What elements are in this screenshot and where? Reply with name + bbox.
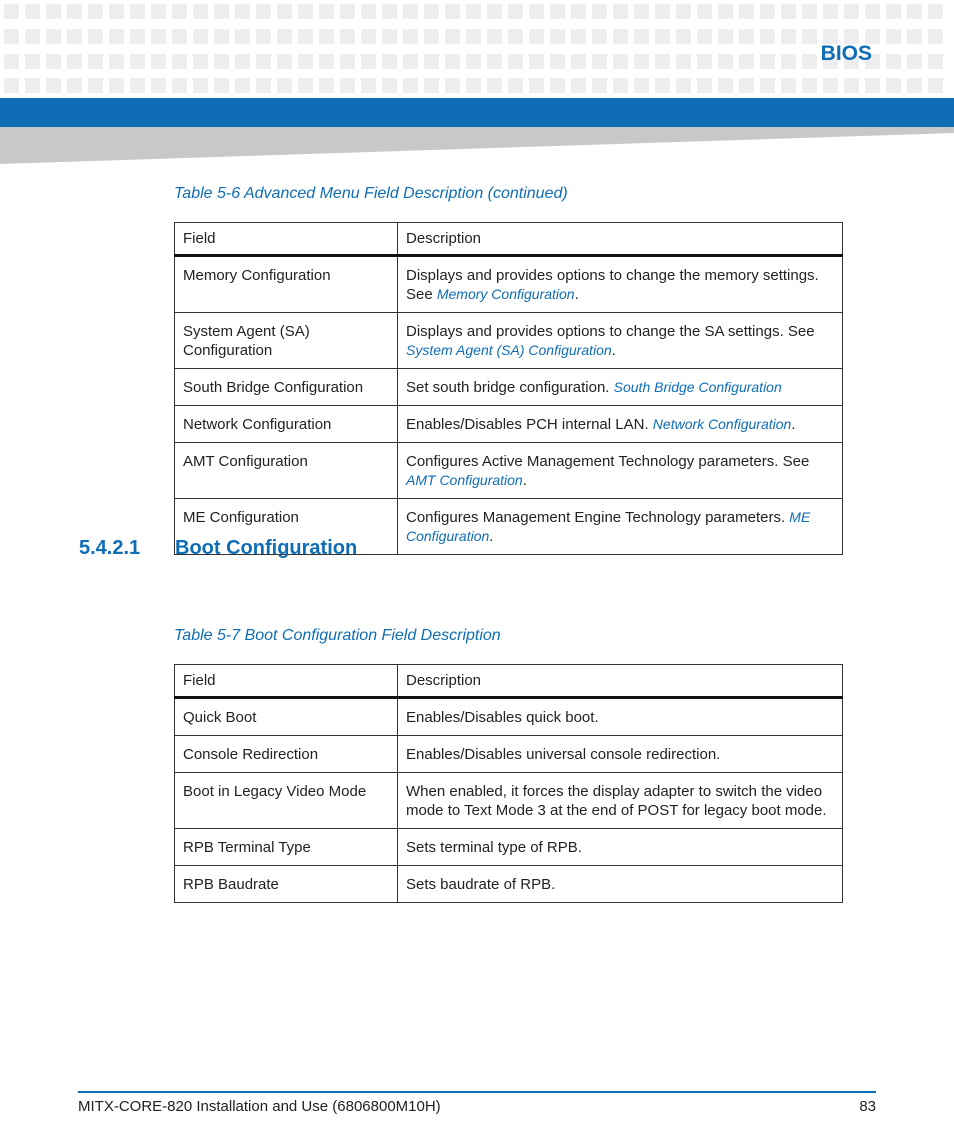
pattern-square [844,78,859,93]
pattern-square [151,54,166,69]
pattern-square [319,54,334,69]
description-cell [398,256,843,313]
pattern-square [151,29,166,44]
pattern-square [403,78,418,93]
pattern-square [697,54,712,69]
pattern-square [928,78,943,93]
boot-configuration-table [174,664,843,903]
pattern-square [676,54,691,69]
pattern-square [67,54,82,69]
pattern-square [781,4,796,19]
pattern-square [571,29,586,44]
pattern-square [361,78,376,93]
pattern-square [130,78,145,93]
pattern-square [907,54,922,69]
pattern-square [256,29,271,44]
pattern-square [235,54,250,69]
pattern-square [340,78,355,93]
pattern-square [592,29,607,44]
pattern-square [760,78,775,93]
table-row [175,313,843,369]
pattern-square [403,54,418,69]
cross-reference-link[interactable]: Memory Configuration [436,286,575,302]
pattern-square [172,54,187,69]
pattern-square [655,4,670,19]
pattern-square [550,54,565,69]
pattern-square [697,78,712,93]
pattern-square [571,54,586,69]
description-tail: . [489,528,494,545]
pattern-square [130,4,145,19]
field-cell: AMT Configuration [175,443,398,499]
pattern-square [214,29,229,44]
field-cell: System Agent (SA) Configuration [175,313,398,369]
header-description: Description [398,223,843,256]
table1-caption: Table 5-6 Advanced Menu Field Description (continued) [174,185,568,202]
pattern-square [655,78,670,93]
table-row [175,406,843,443]
table-row [175,773,843,829]
cross-reference-link[interactable]: ME Configuration [406,509,811,544]
pattern-square [466,54,481,69]
description-text: Displays and provides options to change the SA settings. See [406,323,815,340]
description-cell [398,369,843,406]
pattern-square [109,78,124,93]
pattern-square [466,4,481,19]
pattern-square [319,78,334,93]
table-header-row [175,223,843,256]
cross-reference-link[interactable]: System Agent (SA) Configuration [406,342,612,358]
pattern-square [382,54,397,69]
pattern-square [865,4,880,19]
description-text: Configures Active Management Technology parameters. See [406,453,810,470]
description-text: Configures Management Engine Technology parameters. [406,509,790,526]
pattern-square [46,4,61,19]
pattern-square [193,78,208,93]
description-cell: Sets terminal type of RPB. [398,829,843,866]
pattern-square [529,78,544,93]
table-header-row [175,665,843,698]
pattern-square [88,4,103,19]
pattern-square [823,4,838,19]
pattern-row [4,78,943,93]
pattern-square [529,29,544,44]
pattern-square [613,4,628,19]
pattern-square [508,54,523,69]
field-cell: Quick Boot [175,698,398,736]
pattern-square [613,78,628,93]
pattern-square [886,29,901,44]
pattern-square [886,4,901,19]
pattern-square [907,78,922,93]
description-text: Displays and provides options to change the memory settings. See [406,267,819,303]
pattern-square [403,29,418,44]
pattern-square [760,29,775,44]
pattern-square [172,29,187,44]
pattern-square [403,4,418,19]
pattern-square [592,78,607,93]
pattern-square [613,54,628,69]
pattern-square [277,4,292,19]
pattern-square [4,4,19,19]
pattern-square [634,4,649,19]
pattern-square [319,4,334,19]
pattern-square [235,78,250,93]
table-row [175,256,843,313]
pattern-square [298,78,313,93]
description-cell [398,443,843,499]
pattern-square [718,29,733,44]
pattern-square [109,4,124,19]
pattern-square [823,78,838,93]
pattern-square [214,54,229,69]
pattern-square [655,54,670,69]
pattern-square [88,78,103,93]
pattern-square [46,29,61,44]
description-cell [398,499,843,555]
pattern-square [256,78,271,93]
pattern-square [760,4,775,19]
pattern-square [25,29,40,44]
footer-doc-title: MITX-CORE-820 Installation and Use (6806800M10H) [78,1098,441,1115]
pattern-square [298,29,313,44]
table-row [175,829,843,866]
pattern-square [382,4,397,19]
field-cell: RPB Baudrate [175,866,398,903]
pattern-square [466,29,481,44]
pattern-square [193,29,208,44]
table2-caption: Table 5-7 Boot Configuration Field Description [174,627,501,644]
table-row [175,369,843,406]
pattern-square [844,4,859,19]
pattern-row [4,54,943,69]
pattern-square [739,4,754,19]
pattern-square [697,29,712,44]
description-tail: . [522,472,527,489]
pattern-square [67,78,82,93]
pattern-square [298,54,313,69]
pattern-square [718,4,733,19]
table-row [175,866,843,903]
pattern-square [382,78,397,93]
pattern-square [256,4,271,19]
pattern-square [802,78,817,93]
pattern-square [214,78,229,93]
pattern-square [508,4,523,19]
description-text: Enables/Disables PCH internal LAN. [406,416,653,433]
pattern-square [529,4,544,19]
header-grey-swoosh [0,127,954,164]
pattern-square [802,54,817,69]
description-tail: . [791,416,796,433]
header-pattern [0,0,954,98]
pattern-square [781,29,796,44]
pattern-square [655,29,670,44]
pattern-square [739,78,754,93]
pattern-square [487,29,502,44]
pattern-square [46,78,61,93]
pattern-square [151,78,166,93]
field-cell: South Bridge Configuration [175,369,398,406]
section-number: 5.4.2.1 [79,537,141,559]
pattern-square [487,54,502,69]
pattern-square [550,4,565,19]
pattern-square [886,78,901,93]
pattern-square [4,29,19,44]
pattern-square [277,54,292,69]
pattern-square [886,54,901,69]
field-cell: Boot in Legacy Video Mode [175,773,398,829]
description-cell [398,313,843,369]
pattern-square [109,54,124,69]
pattern-square [193,54,208,69]
pattern-square [928,4,943,19]
pattern-square [340,29,355,44]
pattern-square [928,29,943,44]
pattern-square [424,4,439,19]
description-tail: . [611,342,616,359]
pattern-square [25,78,40,93]
pattern-square [907,4,922,19]
pattern-square [487,78,502,93]
pattern-square [361,54,376,69]
pattern-square [928,54,943,69]
pattern-square [361,29,376,44]
header-field: Field [175,223,398,256]
advanced-menu-table [174,222,843,555]
pattern-square [697,4,712,19]
pattern-square [109,29,124,44]
pattern-square [445,54,460,69]
pattern-square [487,4,502,19]
pattern-square [592,4,607,19]
field-cell: Memory Configuration [175,256,398,313]
pattern-square [718,78,733,93]
pattern-square [613,29,628,44]
pattern-square [193,4,208,19]
pattern-square [151,4,166,19]
pattern-square [130,54,145,69]
pattern-square [676,29,691,44]
pattern-square [781,54,796,69]
header-description: Description [398,665,843,698]
pattern-square [781,78,796,93]
pattern-row [4,29,943,44]
pattern-square [172,4,187,19]
description-cell: Enables/Disables quick boot. [398,698,843,736]
pattern-square [4,54,19,69]
pattern-square [172,78,187,93]
pattern-square [382,29,397,44]
pattern-square [235,29,250,44]
pattern-square [361,4,376,19]
cross-reference-link[interactable]: South Bridge Configuration [613,379,782,395]
pattern-square [88,29,103,44]
pattern-square [676,4,691,19]
pattern-square [592,54,607,69]
pattern-square [550,29,565,44]
pattern-square [256,54,271,69]
pattern-square [340,54,355,69]
pattern-square [466,78,481,93]
description-cell: When enabled, it forces the display adapter to switch the video mode to Text Mode 3 at the end of POST for legacy boot mode. [398,773,843,829]
pattern-square [67,29,82,44]
description-tail: . [574,286,579,303]
pattern-square [25,54,40,69]
pattern-square [634,78,649,93]
pattern-square [508,78,523,93]
pattern-square [508,29,523,44]
header-blue-bar [0,98,954,127]
description-cell: Enables/Disables universal console redirection. [398,736,843,773]
pattern-square [907,29,922,44]
footer-rule [78,1091,876,1093]
pattern-square [571,78,586,93]
pattern-square [130,29,145,44]
pattern-square [529,54,544,69]
pattern-square [760,54,775,69]
pattern-square [319,29,334,44]
description-text: Set south bridge configuration. [406,379,614,396]
field-cell: Console Redirection [175,736,398,773]
pattern-square [634,54,649,69]
pattern-square [277,29,292,44]
table-row [175,698,843,736]
pattern-square [739,29,754,44]
pattern-square [676,78,691,93]
table-row [175,443,843,499]
pattern-square [214,4,229,19]
pattern-square [550,78,565,93]
pattern-square [865,78,880,93]
section-heading: Boot Configuration [175,537,358,559]
description-cell: Sets baudrate of RPB. [398,866,843,903]
pattern-square [88,54,103,69]
field-cell: Network Configuration [175,406,398,443]
pattern-square [424,54,439,69]
pattern-square [802,4,817,19]
pattern-square [718,54,733,69]
pattern-square [739,54,754,69]
section-title: BIOS [820,42,872,65]
pattern-square [445,29,460,44]
pattern-square [298,4,313,19]
field-cell: RPB Terminal Type [175,829,398,866]
pattern-square [571,4,586,19]
header-field: Field [175,665,398,698]
pattern-square [46,54,61,69]
pattern-row [4,4,943,19]
table-row [175,736,843,773]
pattern-square [445,78,460,93]
cross-reference-link[interactable]: Network Configuration [652,416,792,432]
pattern-square [424,29,439,44]
pattern-square [424,78,439,93]
pattern-square [277,78,292,93]
pattern-square [802,29,817,44]
pattern-square [4,78,19,93]
pattern-square [445,4,460,19]
pattern-square [67,4,82,19]
pattern-square [25,4,40,19]
pattern-square [634,29,649,44]
description-cell [398,406,843,443]
pattern-square [340,4,355,19]
page-number: 83 [859,1098,876,1115]
field-cell: ME Configuration [175,499,398,555]
pattern-square [235,4,250,19]
cross-reference-link[interactable]: AMT Configuration [406,472,523,488]
